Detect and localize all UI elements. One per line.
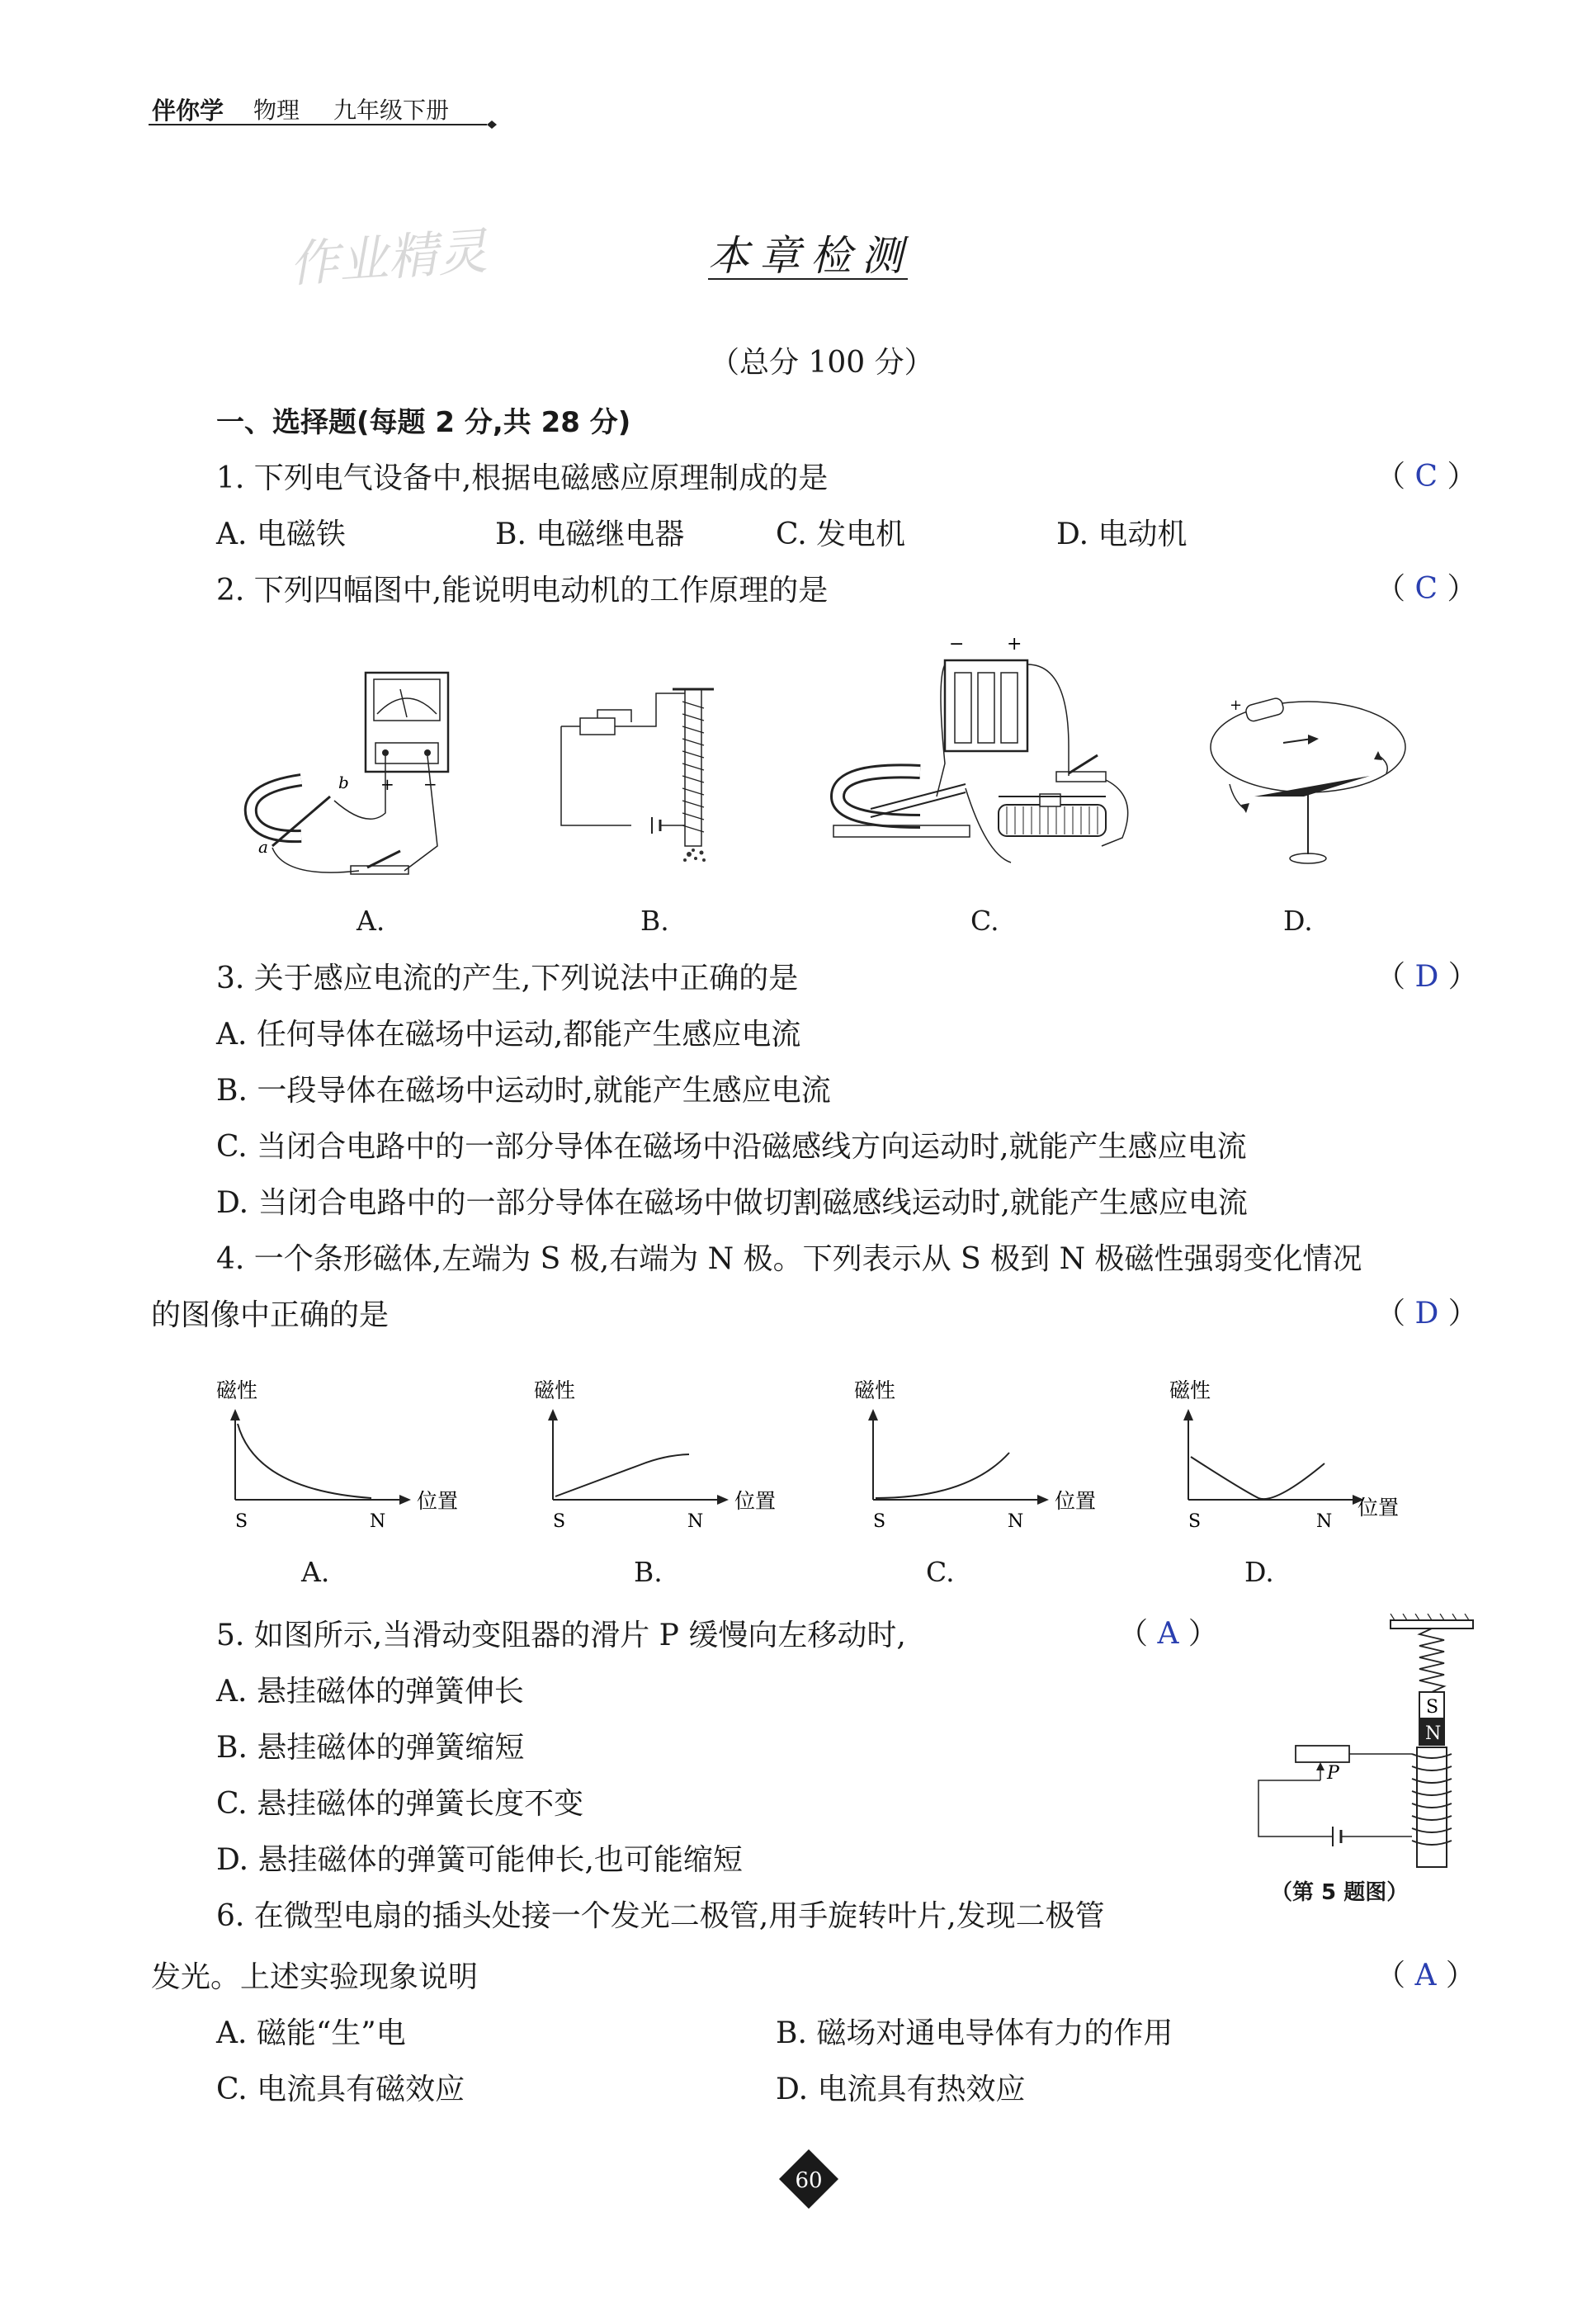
q4-label-b: B. (634, 1556, 663, 1588)
q3-option-a: A. 任何导体在磁场中运动,都能产生感应电流 (216, 1018, 801, 1052)
q4-graph-a-xlabel: 位置 (417, 1489, 459, 1513)
q4-graph-c-xlabel: 位置 (1055, 1489, 1097, 1513)
title-underline (708, 278, 908, 280)
fig-a-plus: + (380, 774, 394, 794)
q1-option-b: B. 电磁继电器 (495, 518, 685, 551)
q6-option-c: C. 电流具有磁效应 (216, 2073, 465, 2106)
q1-answer: C (1414, 460, 1438, 494)
q2-figure-a (235, 664, 458, 896)
q4-label-d: D. (1244, 1556, 1274, 1588)
q4-graph-a-n: N (370, 1511, 386, 1532)
q5-answer: A (1157, 1617, 1179, 1651)
q5-stem: 5. 如图所示,当滑动变阻器的滑片 P 缓慢向左移动时, (216, 1619, 906, 1652)
q4-answer-box: （ D ） (1376, 1297, 1478, 1331)
q4-graph-a-ylabel: 磁性 (216, 1378, 258, 1402)
q2-label-c: C. (970, 905, 999, 937)
q4-graph-c-ylabel: 磁性 (854, 1378, 896, 1402)
q4-label-a: A. (301, 1556, 330, 1588)
header-brand: 伴你学 (152, 97, 224, 125)
q3-answer: D (1414, 960, 1439, 994)
q1-stem: 1. 下列电气设备中,根据电磁感应原理制成的是 (216, 461, 829, 495)
q4-graph-d-xlabel: 位置 (1358, 1496, 1400, 1520)
q4-stem-line1: 4. 一个条形磁体,左端为 S 极,右端为 N 极。下列表示从 S 极到 N 极磁性强弱变化情况 (216, 1242, 1362, 1276)
q4-label-c: C. (926, 1556, 955, 1588)
q4-graph-d-ylabel: 磁性 (1169, 1378, 1211, 1402)
q2-figure-c (821, 631, 1143, 867)
page-title: 本章检测 (708, 232, 913, 280)
q6-option-b: B. 磁场对通电导体有力的作用 (776, 2016, 1173, 2050)
q6-option-d: D. 电流具有热效应 (776, 2073, 1026, 2106)
q3-option-d: D. 当闭合电路中的一部分导体在磁场中做切割磁感线运动时,就能产生感应电流 (216, 1186, 1248, 1220)
q2-stem: 2. 下列四幅图中,能说明电动机的工作原理的是 (216, 574, 829, 607)
q6-stem-line2: 发光。上述实验现象说明 (151, 1960, 479, 1994)
total-score: （总分 100 分） (710, 346, 934, 380)
section-heading: 一、选择题(每题 2 分,共 28 分) (216, 406, 631, 439)
q5-figure-caption: （第 5 题图） (1271, 1880, 1409, 1905)
q2-answer: C (1414, 572, 1438, 606)
q5-fig-n: N (1425, 1723, 1442, 1744)
page-number-badge (776, 2146, 842, 2212)
header-grade: 九年级下册 (333, 97, 450, 124)
q1-option-d: D. 电动机 (1056, 518, 1188, 551)
q5-option-c: C. 悬挂磁体的弹簧长度不变 (216, 1787, 584, 1821)
q4-graph-c-s: S (873, 1511, 886, 1532)
q5-figure (1250, 1614, 1490, 1878)
page-number: 60 (795, 2168, 823, 2193)
q4-graph-d (1159, 1374, 1440, 1543)
header-subject: 物理 (253, 97, 300, 124)
q4-graph-d-n: N (1316, 1511, 1333, 1532)
q5-answer-box: （ A ） (1118, 1617, 1218, 1651)
q4-graph-b-s: S (553, 1511, 566, 1532)
q1-answer-box: （ C ） (1376, 460, 1477, 494)
fig-c-plus: + (1007, 634, 1022, 655)
q1-option-c: C. 发电机 (776, 518, 906, 551)
q4-graph-b-ylabel: 磁性 (534, 1378, 576, 1402)
q3-stem: 3. 关于感应电流的产生,下列说法中正确的是 (216, 962, 799, 995)
q4-answer: D (1414, 1297, 1439, 1331)
q5-fig-s: S (1426, 1697, 1439, 1718)
q4-graph-a-s: S (235, 1511, 248, 1532)
q5-option-b: B. 悬挂磁体的弹簧缩短 (216, 1731, 525, 1765)
q2-label-a: A. (357, 905, 385, 937)
q6-option-a: A. 磁能“生”电 (216, 2016, 406, 2050)
q6-answer: A (1414, 1959, 1437, 1992)
q2-label-d: D. (1283, 905, 1313, 937)
q2-label-b: B. (640, 905, 669, 937)
q3-answer-box: （ D ） (1376, 960, 1478, 994)
fig-c-minus: − (949, 634, 965, 655)
watermark: 作业精灵 (287, 222, 489, 295)
q4-graph-d-s: S (1188, 1511, 1202, 1532)
q5-fig-p: P (1327, 1763, 1339, 1784)
fig-a-b: b (338, 773, 349, 792)
q3-option-c: C. 当闭合电路中的一部分导体在磁场中沿磁感线方向运动时,就能产生感应电流 (216, 1130, 1247, 1164)
q6-answer-box: （ A ） (1376, 1959, 1476, 1992)
fig-d-plus: + (1230, 697, 1243, 714)
q2-figure-b (549, 685, 747, 875)
q2-answer-box: （ C ） (1376, 572, 1477, 606)
q1-option-a: A. 电磁铁 (216, 518, 346, 551)
q4-graph-b (524, 1374, 805, 1543)
q5-option-d: D. 悬挂磁体的弹簧可能伸长,也可能缩短 (216, 1843, 743, 1877)
q4-graph-a (206, 1374, 487, 1543)
q3-option-b: B. 一段导体在磁场中运动时,就能产生感应电流 (216, 1074, 831, 1108)
q2-figure-d (1205, 681, 1411, 879)
fig-a-a: a (258, 837, 268, 857)
q5-option-a: A. 悬挂磁体的弹簧伸长 (216, 1675, 524, 1709)
q4-graph-b-xlabel: 位置 (734, 1489, 777, 1513)
q4-graph-c-n: N (1008, 1511, 1024, 1532)
q4-graph-b-n: N (687, 1511, 704, 1532)
header-rule (149, 121, 499, 132)
fig-a-minus: − (423, 774, 437, 794)
q4-stem-line2: 的图像中正确的是 (151, 1298, 390, 1332)
q6-stem-line1: 6. 在微型电扇的插头处接一个发光二极管,用手旋转叶片,发现二极管 (216, 1899, 1105, 1933)
q4-graph-c (844, 1374, 1125, 1543)
